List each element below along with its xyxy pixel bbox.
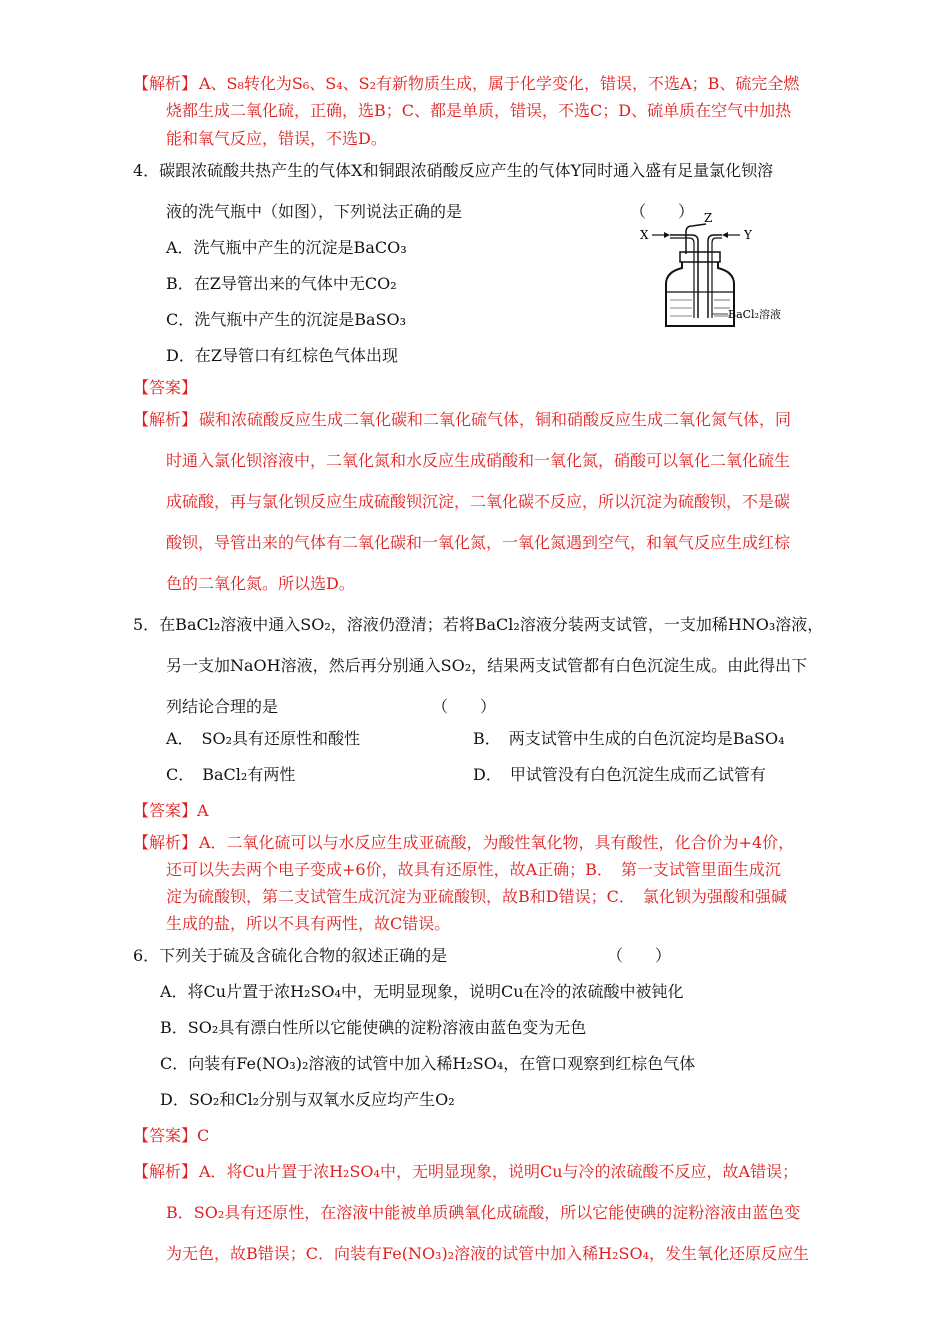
analysis-line: A．将Cu片置于浓H₂SO₄中，无明显现象，说明Cu与冷的浓硫酸不反应，故A错误； bbox=[199, 1162, 799, 1181]
answer-value: C bbox=[197, 1126, 210, 1145]
wash-bottle-diagram bbox=[636, 206, 816, 336]
analysis-line: A．二氧化硫可以与水反应生成亚硫酸，为酸性氧化物，具有酸性，化合价为+4价， bbox=[199, 833, 795, 852]
answer-tag: 【答案】C bbox=[133, 1126, 210, 1145]
option-d: D．在Z导管口有红棕色气体出现 bbox=[166, 346, 398, 365]
analysis-line: A、S₈转化为S₆、S₄、S₂有新物质生成，属于化学变化，错误，不选A；B、硫完全燃 bbox=[199, 74, 800, 93]
option-a: A． SO₂具有还原性和酸性 bbox=[166, 729, 361, 748]
option-b: B．SO₂具有漂白性所以它能使碘的淀粉溶液由蓝色变为无色 bbox=[160, 1018, 587, 1037]
label-y: Y bbox=[744, 228, 752, 242]
analysis-line: 生成的盐，所以不具有两性，故C错误。 bbox=[166, 914, 451, 933]
option-a: A．将Cu片置于浓H₂SO₄中，无明显现象，说明Cu在冷的浓硫酸中被钝化 bbox=[160, 982, 684, 1001]
analysis-line: 碳和浓硫酸反应生成二氧化碳和二氧化硫气体，铜和硝酸反应生成二氧化氮气体，同 bbox=[199, 410, 792, 429]
solution-label: BaCl₂溶液 bbox=[728, 308, 781, 321]
answer-paren: （ ） bbox=[607, 946, 672, 965]
option-c: C． BaCl₂有两性 bbox=[166, 765, 296, 784]
option-c: C．向装有Fe(NO₃)₂溶液的试管中加入稀H₂SO₄，在管口观察到红棕色气体 bbox=[160, 1054, 696, 1073]
question-stem: 液的洗气瓶中（如图），下列说法正确的是 bbox=[166, 202, 463, 221]
option-b: B． 两支试管中生成的白色沉淀均是BaSO₄ bbox=[473, 729, 785, 748]
answer-tag: 【答案】A bbox=[133, 801, 209, 820]
answer-paren: （ ） bbox=[630, 202, 695, 221]
analysis-line: 烧都生成二氧化硫，正确，选B；C、都是单质，错误，不选C；D、硫单质在空气中加热 bbox=[166, 101, 792, 120]
option-d: D．SO₂和Cl₂分别与双氧水反应均产生O₂ bbox=[160, 1090, 455, 1109]
option-c: C．洗气瓶中产生的沉淀是BaSO₃ bbox=[166, 310, 407, 329]
question-stem: 4．碳跟浓硫酸共热产生的气体X和铜跟浓硝酸反应产生的气体Y同时通入盛有足量氯化钡溶 bbox=[133, 161, 774, 180]
answer-tag: 【答案】 bbox=[133, 378, 198, 397]
question-stem: 6．下列关于硫及含硫化合物的叙述正确的是 bbox=[133, 946, 448, 965]
answer-value: A bbox=[197, 801, 209, 820]
analysis-tag: 【解析】 bbox=[133, 74, 198, 93]
analysis-tag: 【解析】 bbox=[133, 1162, 198, 1181]
analysis-line: 淀为硫酸钡，第二支试管生成沉淀为亚硫酸钡，故B和D错误；C． 氯化钡为强酸和强碱 bbox=[166, 887, 787, 906]
label-x: X bbox=[640, 228, 649, 242]
analysis-line: 色的二氧化氮。所以选D。 bbox=[166, 574, 355, 593]
analysis-line: 还可以失去两个电子变成+6价，故具有还原性，故A正确；B． 第一支试管里面生成沉 bbox=[166, 860, 781, 879]
label-z: Z bbox=[704, 211, 713, 225]
analysis-line: B．SO₂具有还原性，在溶液中能被单质碘氧化成硫酸，所以它能使碘的淀粉溶液由蓝色变 bbox=[166, 1203, 801, 1222]
analysis-line: 能和氧气反应，错误，不选D。 bbox=[166, 129, 387, 148]
question-stem: 5．在BaCl₂溶液中通入SO₂，溶液仍澄清；若将BaCl₂溶液分装两支试管，一支加稀HNO₃溶液， bbox=[133, 615, 824, 634]
question-stem: 列结论合理的是 bbox=[166, 697, 279, 716]
answer-paren: （ ） bbox=[432, 697, 497, 716]
analysis-line: 时通入氯化钡溶液中，二氧化氮和水反应生成硝酸和一氧化氮，硝酸可以氧化二氧化硫生 bbox=[166, 451, 791, 470]
option-a: A．洗气瓶中产生的沉淀是BaCO₃ bbox=[166, 238, 407, 257]
analysis-line: 成硫酸，再与氯化钡反应生成硫酸钡沉淀，二氧化碳不反应，所以沉淀为硫酸钡，不是碳 bbox=[166, 492, 791, 511]
analysis-line: 为无色，故B错误；C．向装有Fe(NO₃)₂溶液的试管中加入稀H₂SO₄，发生氧化还原反应生 bbox=[166, 1244, 809, 1263]
analysis-tag: 【解析】 bbox=[133, 833, 198, 852]
analysis-tag: 【解析】 bbox=[133, 410, 198, 429]
question-stem: 另一支加NaOH溶液，然后再分别通入SO₂，结果两支试管都有白色沉淀生成。由此得出下 bbox=[166, 656, 808, 675]
option-d: D． 甲试管没有白色沉淀生成而乙试管有 bbox=[473, 765, 766, 784]
option-b: B．在Z导管出来的气体中无CO₂ bbox=[166, 274, 397, 293]
analysis-line: 酸钡，导管出来的气体有二氧化碳和一氧化氮，一氧化氮遇到空气，和氧气反应生成红棕 bbox=[166, 533, 791, 552]
